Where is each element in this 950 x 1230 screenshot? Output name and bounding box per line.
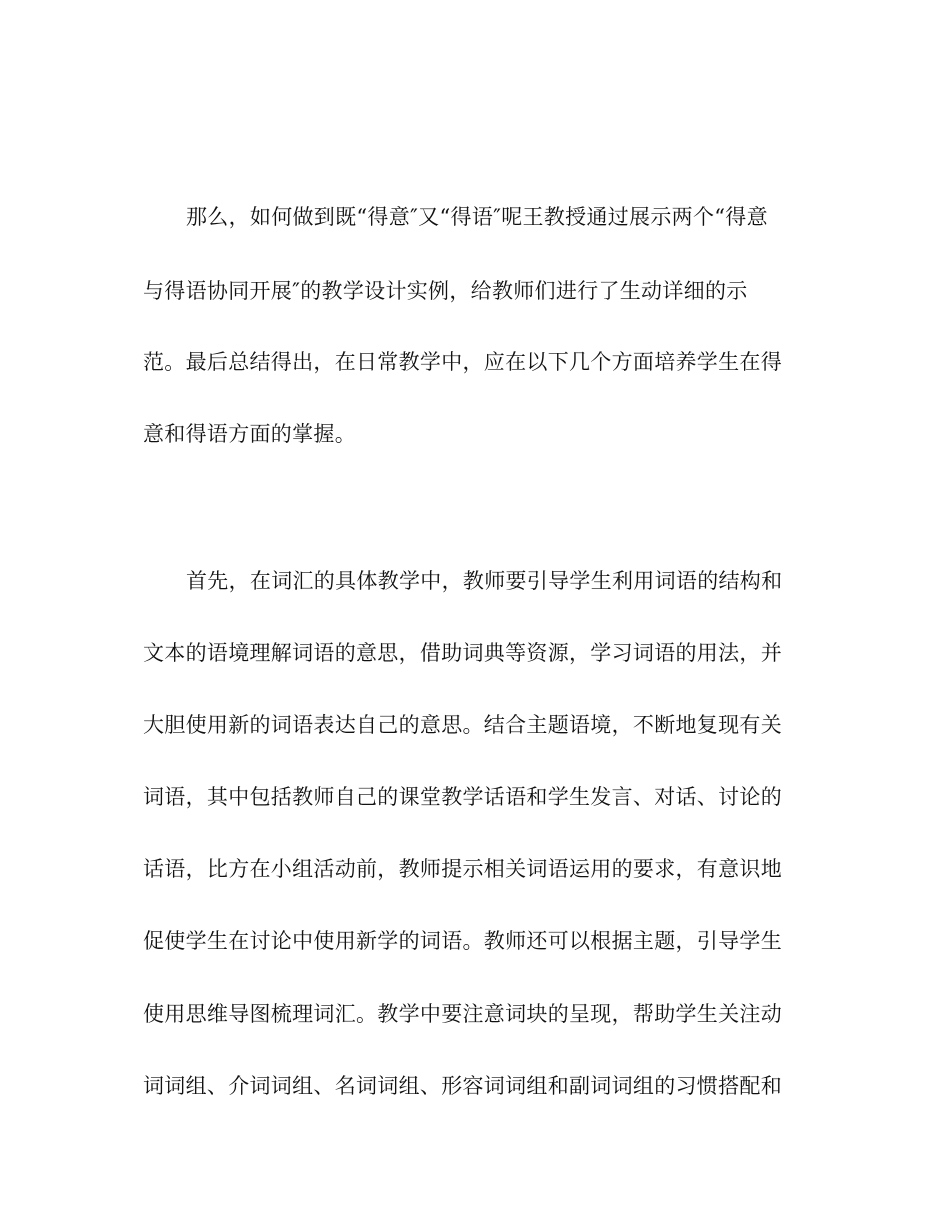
paragraph-line: 词语，其中包括教师自己的课堂教学话语和学生发言、对话、讨论的 (143, 785, 782, 809)
paragraph-line: 促使学生在讨论中使用新学的词语。教师还可以根据主题，引导学生 (143, 929, 782, 953)
paragraph-line: 那么，如何做到既“得意″又“得语″呢王教授通过展示两个“得意 (186, 205, 768, 229)
paragraph-line: 首先，在词汇的具体教学中，教师要引导学生利用词语的结构和 (186, 569, 783, 593)
paragraph-line: 大胆使用新的词语表达自己的意思。结合主题语境，不断地复现有关 (143, 713, 782, 737)
paragraph-line: 使用思维导图梳理词汇。教学中要注意词块的呈现，帮助学生关注动 (143, 1002, 782, 1026)
paragraph-line: 意和得语方面的掌握。 (143, 422, 356, 446)
paragraph-line: 词词组、介词词组、名词词组、形容词词组和副词词组的习惯搭配和 (143, 1074, 782, 1098)
paragraph-line: 范。最后总结得出，在日常教学中，应在以下几个方面培养学生在得 (143, 350, 782, 374)
paragraph-line: 文本的语境理解词语的意思，借助词典等资源，学习词语的用法，并 (143, 641, 782, 665)
paragraph-line: 话语，比方在小组活动前，教师提示相关词语运用的要求，有意识地 (143, 857, 782, 881)
paragraph-line: 与得语协同开展″的教学设计实例，给教师们进行了生动详细的示 (143, 279, 748, 303)
